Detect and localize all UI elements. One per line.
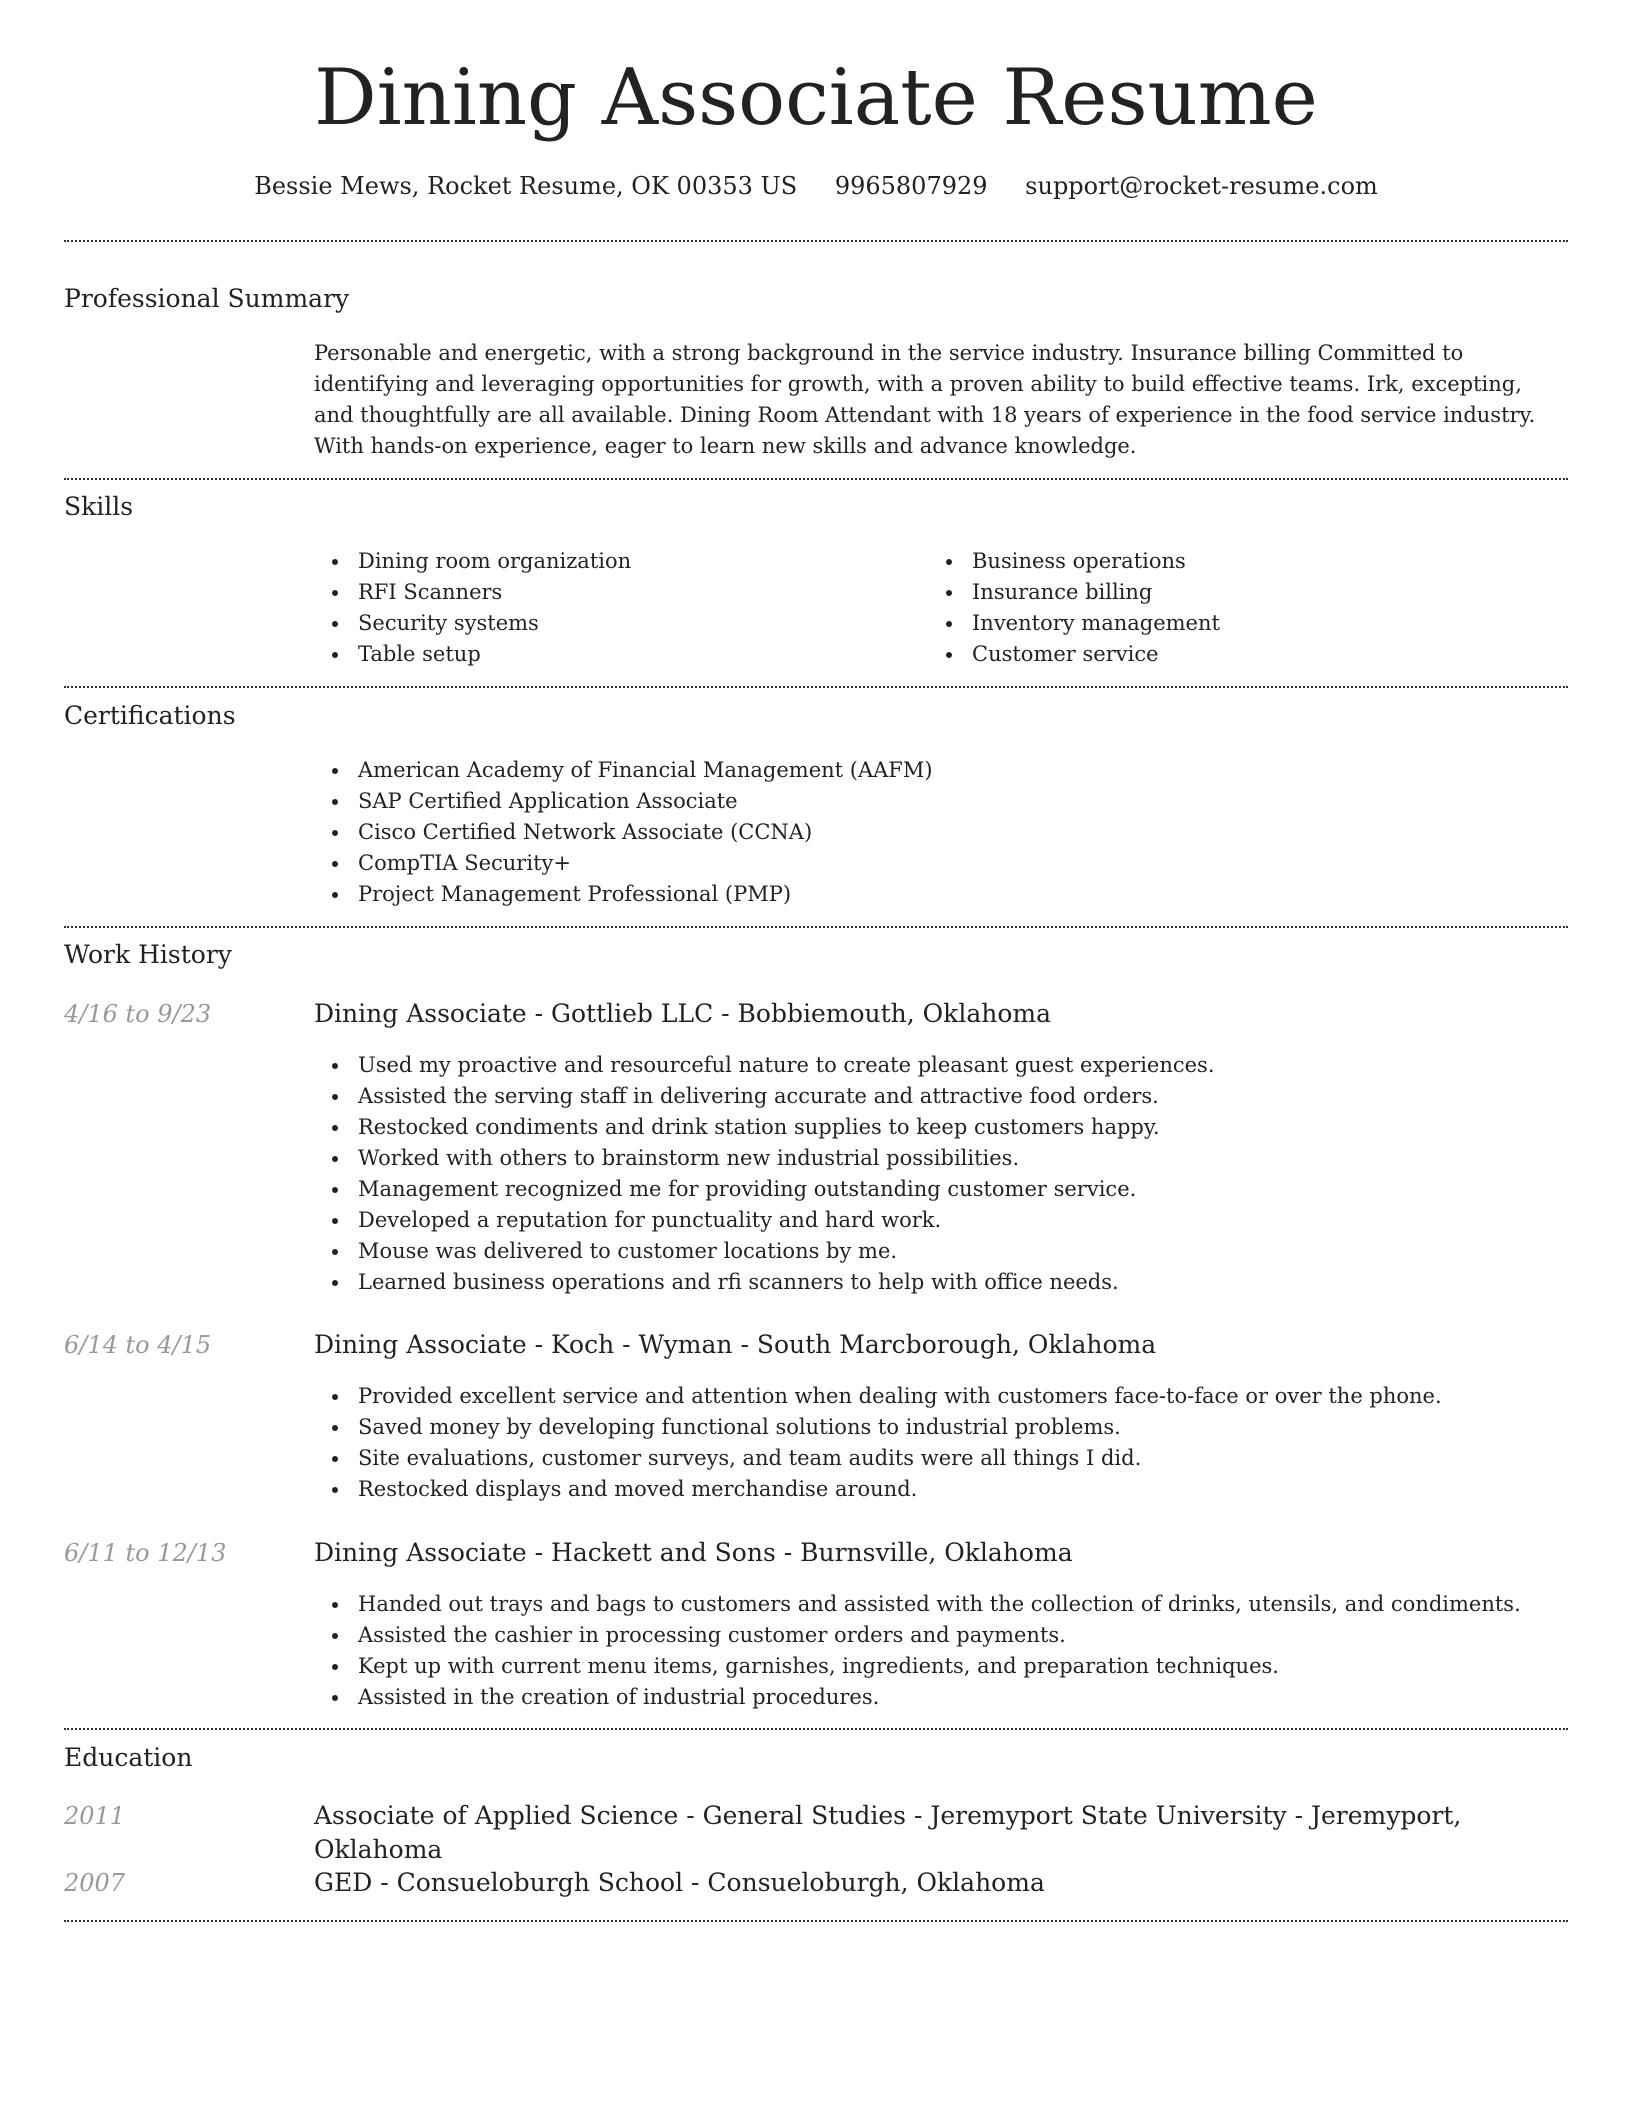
contact-email: support@rocket-resume.com [1025,172,1378,200]
skill-item: Inventory management [928,608,1568,639]
job-bullet: Used my proactive and resourceful nature to create pleasant guest experiences. [314,1050,1568,1081]
skill-item: Business operations [928,546,1568,577]
skill-item: Customer service [928,639,1568,670]
job-dates: 6/14 to 4/15 [64,1331,212,1359]
education-year: 2011 [64,1802,126,1830]
skill-item: Insurance billing [928,577,1568,608]
section-divider [64,686,1568,688]
section-divider [64,1920,1568,1922]
summary-heading: Professional Summary [64,284,350,313]
job-bullet: Kept up with current menu items, garnishes, ingredients, and preparation techniques. [314,1651,1568,1682]
job-bullet: Provided excellent service and attention when dealing with customers face-to-face or over the phone. [314,1381,1568,1412]
job-bullet: Handed out trays and bags to customers and assisted with the collection of drinks, utensils, and condiments. [314,1589,1568,1620]
summary-section [314,338,1568,462]
job-bullets [314,1050,1568,1298]
skill-item: RFI Scanners [314,577,922,608]
section-divider [64,478,1568,480]
certification-item: American Academy of Financial Management (AAFM) [314,755,1568,786]
job-bullet: Assisted the serving staff in delivering accurate and attractive food orders. [314,1081,1568,1112]
job-bullet: Developed a reputation for punctuality and hard work. [314,1205,1568,1236]
education-title: GED - Consueloburgh School - Consueloburgh, Oklahoma [314,1868,1045,1897]
summary-text: Personable and energetic, with a strong background in the service industry. Insurance billing Committed to identifying and leveraging opportunities for growth, with a proven ability to build effective teams. Irk, excepting, and thoughtfully are all available. Dining Room Attendant with 18 years of experience in the food service industry. With hands-on experience, eager to learn new skills and advance knowledge. [314,341,1536,458]
job-bullet: Assisted the cashier in processing customer orders and payments. [314,1620,1568,1651]
job-dates: 6/11 to 12/13 [64,1539,227,1567]
certification-item: SAP Certified Application Associate [314,786,1568,817]
skills-heading: Skills [64,492,134,521]
section-divider [64,240,1568,242]
education-year: 2007 [64,1869,126,1897]
resume-title: Dining Associate Resume [314,53,1318,143]
education-title: Associate of Applied Science - General Studies - Jeremyport State University - Jeremyport, Oklahoma [314,1801,1462,1864]
contact-phone: 9965807929 [834,172,988,200]
certifications-list [314,755,1568,910]
contact-line [64,170,1568,202]
skills-column-right [928,546,1568,670]
contact-address: Bessie Mews, Rocket Resume, OK 00353 US [254,172,798,200]
section-divider [64,926,1568,928]
work-history-heading: Work History [64,940,232,969]
job-dates: 4/16 to 9/23 [64,1000,212,1028]
job-bullet: Learned business operations and rfi scanners to help with office needs. [314,1267,1568,1298]
skills-column-left [314,546,922,670]
job-bullet: Saved money by developing functional solutions to industrial problems. [314,1412,1568,1443]
certification-item: Project Management Professional (PMP) [314,879,1568,910]
skill-item: Dining room organization [314,546,922,577]
certification-item: CompTIA Security+ [314,848,1568,879]
job-bullet: Site evaluations, customer surveys, and team audits were all things I did. [314,1443,1568,1474]
job-bullet: Mouse was delivered to customer locations by me. [314,1236,1568,1267]
skill-item: Table setup [314,639,922,670]
certification-item: Cisco Certified Network Associate (CCNA) [314,817,1568,848]
job-bullets [314,1589,1568,1713]
job-bullet: Management recognized me for providing outstanding customer service. [314,1174,1568,1205]
job-title: Dining Associate - Gottlieb LLC - Bobbiemouth, Oklahoma [314,999,1051,1028]
job-title: Dining Associate - Hackett and Sons - Burnsville, Oklahoma [314,1538,1073,1567]
job-bullets [314,1381,1568,1505]
certifications-heading: Certifications [64,701,236,730]
job-bullet: Restocked condiments and drink station supplies to keep customers happy. [314,1112,1568,1143]
job-title: Dining Associate - Koch - Wyman - South Marcborough, Oklahoma [314,1330,1157,1359]
job-bullet: Worked with others to brainstorm new industrial possibilities. [314,1143,1568,1174]
job-bullet: Assisted in the creation of industrial procedures. [314,1682,1568,1713]
section-divider [64,1728,1568,1730]
education-heading: Education [64,1743,193,1772]
skill-item: Security systems [314,608,922,639]
job-bullet: Restocked displays and moved merchandise around. [314,1474,1568,1505]
